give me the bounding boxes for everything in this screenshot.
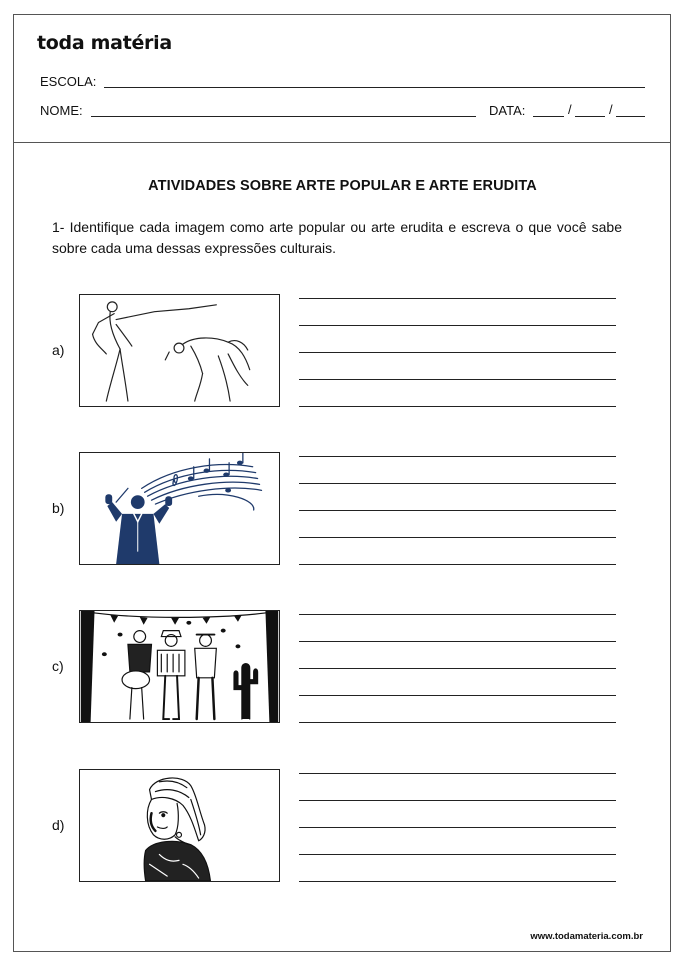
answer-line[interactable] [299,722,616,723]
answer-line[interactable] [299,668,616,669]
conductor-illustration-icon [79,452,280,565]
answer-line[interactable] [299,406,616,407]
answer-line[interactable] [299,379,616,380]
forro-band-illustration-icon [79,610,280,723]
footer-url[interactable]: www.todamateria.com.br [530,931,643,942]
answer-line[interactable] [299,510,616,511]
school-field[interactable] [104,87,645,88]
answer-line[interactable] [299,537,616,538]
date-separator: / [609,102,613,117]
answer-line[interactable] [299,456,616,457]
date-day-field[interactable] [533,116,564,117]
date-label: DATA: [489,103,526,118]
date-separator: / [568,102,572,117]
school-label: ESCOLA: [40,74,97,89]
item-label-a: a) [52,342,65,358]
date-year-field[interactable] [616,116,645,117]
answer-line[interactable] [299,483,616,484]
header-divider [13,142,671,143]
date-month-field[interactable] [575,116,605,117]
answer-line[interactable] [299,881,616,882]
answer-line[interactable] [299,614,616,615]
capoeira-illustration-icon [79,294,280,407]
answer-line[interactable] [299,854,616,855]
name-field[interactable] [91,116,476,117]
girl-with-pearl-earring-icon [79,769,280,882]
worksheet-title: ATIVIDADES SOBRE ARTE POPULAR E ARTE ERUDITA [148,178,537,194]
item-label-c: c) [52,658,64,674]
answer-line[interactable] [299,695,616,696]
question-text: 1- Identifique cada imagem como arte popular ou arte erudita e escreva o que você sabe sobre cada uma dessas expressões culturais. [52,219,622,256]
answer-line[interactable] [299,800,616,801]
answer-line[interactable] [299,325,616,326]
answer-line[interactable] [299,827,616,828]
name-label: NOME: [40,103,83,118]
answer-line[interactable] [299,564,616,565]
brand-logo: toda matéria [37,32,172,54]
answer-line[interactable] [299,641,616,642]
answer-line[interactable] [299,773,616,774]
answer-line[interactable] [299,298,616,299]
item-label-b: b) [52,500,65,516]
answer-line[interactable] [299,352,616,353]
item-label-d: d) [52,817,65,833]
